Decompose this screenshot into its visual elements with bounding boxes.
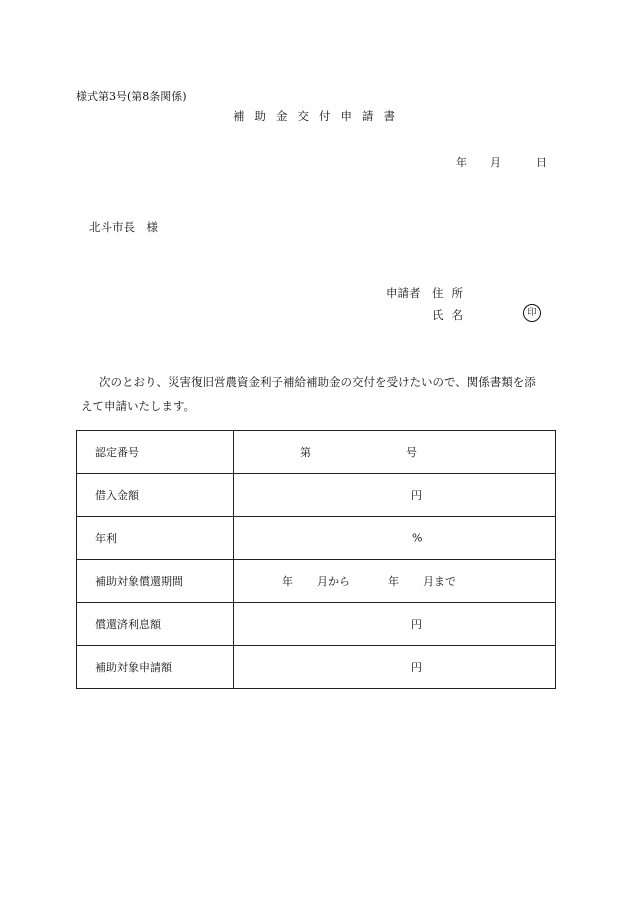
request-statement-line-1: 次のとおり、災害復旧営農資金利子補給補助金の交付を受けたいので、関係書類を添 (99, 375, 536, 389)
row-label-loan-amount: 借入金額 (77, 474, 234, 517)
application-table (76, 430, 556, 689)
request-statement-line-2: えて申請いたします。 (81, 399, 196, 413)
period-end-year: 年 (388, 575, 399, 588)
yen-unit: 円 (411, 618, 422, 631)
date-day-label: 日 (536, 156, 547, 169)
table-row (77, 517, 556, 560)
name-label: 氏名 (432, 308, 471, 322)
period-end-month: 月まで (423, 575, 456, 588)
row-label-repayment-period: 補助対象償還期間 (77, 560, 234, 603)
table-row (77, 474, 556, 517)
table-row (77, 560, 556, 603)
addressee: 北斗市長 様 (89, 220, 158, 234)
row-label-annual-interest: 年利 (77, 517, 234, 560)
certification-number-cell[interactable] (234, 431, 556, 474)
percent-unit: % (412, 531, 423, 545)
yen-unit: 円 (411, 489, 422, 502)
repaid-interest-cell[interactable] (234, 603, 556, 646)
table-row (77, 603, 556, 646)
table-row (77, 431, 556, 474)
seal-mark: 印 (523, 304, 541, 322)
subsidy-request-cell[interactable] (234, 646, 556, 689)
request-statement (81, 370, 561, 418)
row-label-subsidy-request: 補助対象申請額 (77, 646, 234, 689)
date-month-label: 月 (490, 156, 501, 169)
number-prefix: 第 (300, 446, 311, 459)
row-label-certification-number: 認定番号 (77, 431, 234, 474)
date-line (456, 154, 547, 170)
applicant-label: 申請者 (386, 286, 421, 300)
form-number: 様式第3号(第8条関係) (76, 90, 187, 103)
yen-unit: 円 (411, 661, 422, 674)
date-year-label: 年 (456, 156, 467, 169)
table-row (77, 646, 556, 689)
period-start-month: 月から (317, 575, 350, 588)
number-suffix: 号 (406, 446, 417, 459)
row-label-repaid-interest: 償還済利息額 (77, 603, 234, 646)
address-label: 住所 (432, 286, 471, 300)
document-title: 補助金交付申請書 (233, 109, 405, 123)
period-start-year: 年 (282, 575, 293, 588)
loan-amount-cell[interactable] (234, 474, 556, 517)
annual-interest-cell[interactable] (234, 517, 556, 560)
repayment-period-cell[interactable] (234, 560, 556, 603)
